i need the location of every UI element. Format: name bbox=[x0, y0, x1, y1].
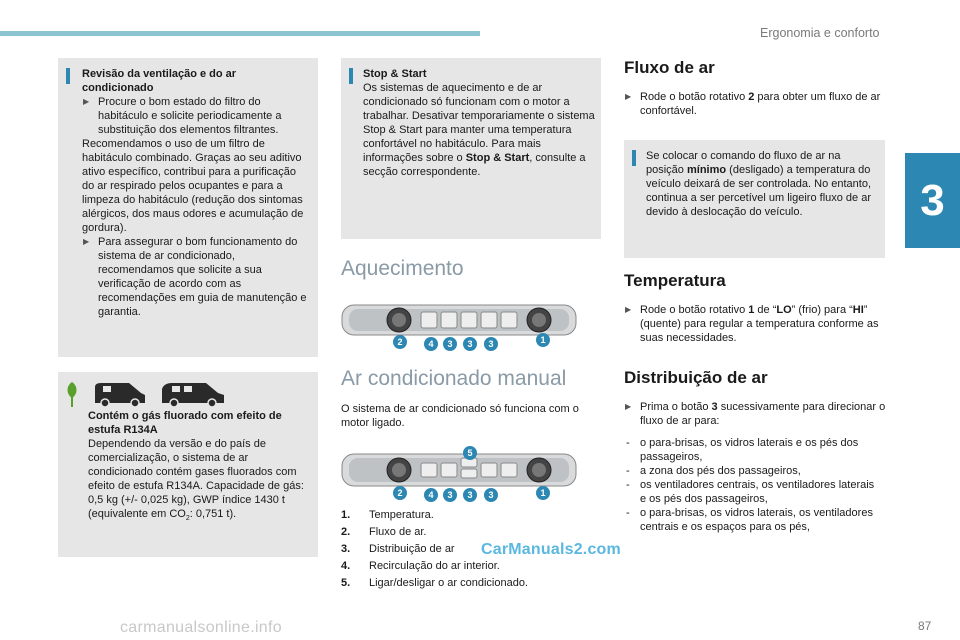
watermark-logo: CarManuals2.com bbox=[481, 541, 621, 558]
list-item: 1. Temperatura. bbox=[341, 509, 434, 521]
paragraph: Os sistemas de aquecimento e de ar condicionado só funcionam com o motor a trabalhar. Desativar temporariamente o sistema Stop & Start para manter uma temperatura confortável no habitáculo. Para mais informações sobre o Stop & Start, consulte a secção correspondente. bbox=[363, 82, 595, 178]
list-item: - o para-brisas, os vidros laterais, os ventiladores centrais e os espaços para os pés, bbox=[624, 506, 878, 534]
info-icon bbox=[349, 68, 353, 84]
info-icon bbox=[66, 68, 70, 84]
page-number: 87 bbox=[918, 619, 932, 633]
airflow-instruction: ▶ Rode o botão rotativo 2 para obter um fluxo de ar confortável. bbox=[624, 90, 894, 118]
callout-3: 3 bbox=[484, 488, 498, 502]
callout-3: 3 bbox=[443, 488, 457, 502]
heading-temperature: Temperatura bbox=[624, 271, 726, 290]
temperature-instruction: ▶ Rode o botão rotativo 1 de “LO” (frio) para “HI” (quente) para regular a temperatura conforme as suas necessidades. bbox=[624, 303, 894, 345]
airflow-note-box bbox=[624, 140, 885, 258]
box-title: Stop & Start bbox=[363, 68, 427, 80]
box-title: Contém o gás fluorado com efeito de estufa R134A bbox=[88, 410, 282, 436]
heading-distribution: Distribuição de ar bbox=[624, 368, 768, 387]
paragraph: Se colocar o comando do fluxo de ar na posição mínimo (desligado) a temperatura do veículo deixará de ser controlada. No entanto, continua a ser percetível um ligeiro fluxo de ar devido à deslocação do veículo. bbox=[646, 150, 872, 218]
list-item: 4. Recirculação do ar interior. bbox=[341, 560, 500, 572]
ac-intro: O sistema de ar condicionado só funciona com o motor ligado. bbox=[341, 403, 579, 429]
watermark-text: carmanualsonline.info bbox=[120, 619, 282, 636]
callout-4: 4 bbox=[424, 337, 438, 351]
stop-start-box bbox=[341, 58, 601, 239]
list-item: - os ventiladores centrais, os ventiladores laterais e os pés dos passageiros, bbox=[624, 478, 878, 506]
fluorinated-gas-box bbox=[58, 372, 318, 557]
heading-heating: Aquecimento bbox=[341, 257, 464, 280]
leaf-icon bbox=[64, 380, 80, 408]
heating-control-panel bbox=[341, 299, 577, 351]
section-title: Ergonomia e conforto bbox=[760, 26, 880, 40]
heading-manual-ac: Ar condicionado manual bbox=[341, 367, 567, 390]
bullet-item: ▶ Procure o bom estado do filtro do habitáculo e solicite periodicamente a substituição dos elementos filtrantes. bbox=[82, 95, 310, 137]
minivan-icon bbox=[158, 379, 228, 407]
callout-3: 3 bbox=[463, 488, 477, 502]
distribution-list bbox=[624, 436, 878, 534]
header-accent-bar bbox=[0, 31, 480, 36]
paragraph: Recomendamos o uso de um filtro de habitáculo combinado. Graças ao seu aditivo ativo específico, contribui para a purificação do ar respirado pelos ocupantes e para a limpeza do habitáculo (redução dos sintomas alérgicos, dos maus odores e acumulação de gordura). bbox=[82, 138, 304, 234]
ac-control-panel bbox=[341, 446, 577, 502]
callout-3: 3 bbox=[443, 337, 457, 351]
bullet-item: ▶ Para assegurar o bom funcionamento do sistema de ar condicionado, recomendamos que solicite a sua verificação de acordo com as recomendações em guia de manutenção e garantia. bbox=[82, 235, 310, 319]
callout-5: 5 bbox=[463, 446, 477, 460]
callout-1: 1 bbox=[536, 333, 550, 347]
callout-2: 2 bbox=[393, 335, 407, 349]
callout-3: 3 bbox=[484, 337, 498, 351]
list-item: 3. Distribuição de ar bbox=[341, 543, 455, 555]
list-item: 2. Fluxo de ar. bbox=[341, 526, 427, 538]
box-title: Revisão da ventilação e do ar condicionado bbox=[82, 68, 237, 94]
chapter-tab: 3 bbox=[905, 153, 960, 248]
paragraph: Dependendo da versão e do país de comercialização, o sistema de ar condicionado contém gases fluorados com efeito de estufa R134A. Capacidade de gás: 0,5 kg (+/- 0,025 kg), GWP índice 1430 t (equivalente em $CO_2$: 0,751 t). bbox=[88, 438, 304, 523]
ventilation-box bbox=[58, 58, 318, 357]
list-item: - o para-brisas, os vidros laterais e os pés dos passageiros, bbox=[624, 436, 878, 464]
distribution-instruction: ▶ Prima o botão 3 sucessivamente para direcionar o fluxo de ar para: bbox=[624, 400, 894, 428]
info-icon bbox=[632, 150, 636, 166]
heading-airflow: Fluxo de ar bbox=[624, 58, 715, 77]
callout-4: 4 bbox=[424, 488, 438, 502]
callout-2: 2 bbox=[393, 486, 407, 500]
list-item: 5. Ligar/desligar o ar condicionado. bbox=[341, 577, 528, 589]
callout-3: 3 bbox=[463, 337, 477, 351]
list-item: - a zona dos pés dos passageiros, bbox=[624, 464, 878, 478]
van-icon bbox=[91, 379, 149, 407]
callout-1: 1 bbox=[536, 486, 550, 500]
